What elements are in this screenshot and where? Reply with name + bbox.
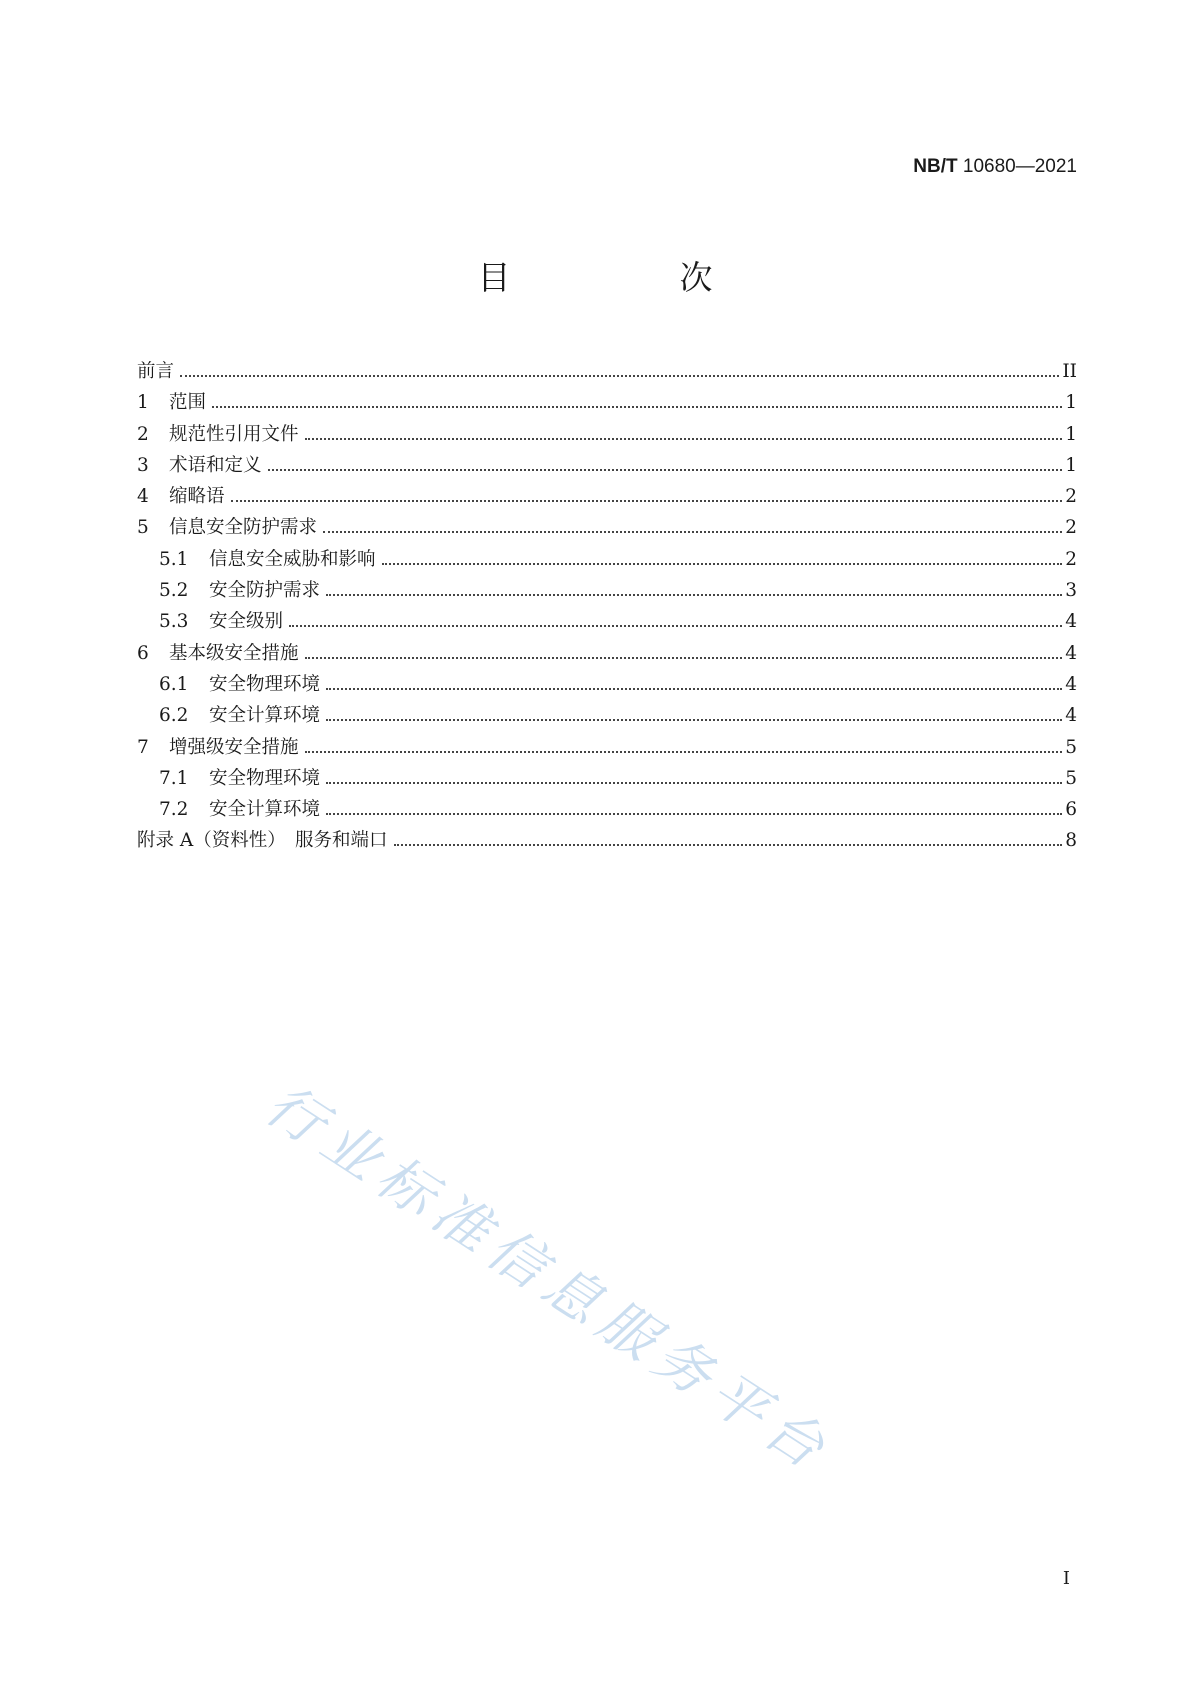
toc-entry-number: 5.1 xyxy=(159,548,189,570)
toc-entry-title: 信息安全防护需求 xyxy=(169,517,318,539)
dot-leader xyxy=(323,531,1062,533)
dot-leader xyxy=(326,719,1062,721)
toc-entry-number: 6.2 xyxy=(159,705,189,727)
toc-entry-page: 1 xyxy=(1065,454,1077,476)
toc-entry-title: 安全物理环境 xyxy=(209,767,321,789)
dot-leader xyxy=(326,813,1062,815)
dot-leader xyxy=(305,438,1063,440)
toc-entry-title: 增强级安全措施 xyxy=(169,736,299,758)
toc-entry-page: 4 xyxy=(1065,673,1077,695)
dot-leader xyxy=(268,469,1063,471)
dot-leader xyxy=(180,375,1059,377)
toc-entry-number: 2 xyxy=(137,423,149,445)
standard-prefix: NB/T xyxy=(913,156,958,177)
toc-entry-title: 安全计算环境 xyxy=(209,799,321,821)
toc-entry-title: 安全物理环境 xyxy=(209,673,321,695)
page-number: I xyxy=(1062,1568,1070,1589)
dot-leader xyxy=(305,657,1063,659)
dot-leader xyxy=(326,594,1062,596)
toc-entry-title: 规范性引用文件 xyxy=(169,423,299,445)
toc-entry-number: 6.1 xyxy=(159,673,189,695)
toc-entry-number: 7.2 xyxy=(159,799,189,821)
toc-entry[interactable] xyxy=(137,638,1077,669)
toc-entry-page: 1 xyxy=(1065,423,1077,445)
toc-entry[interactable] xyxy=(137,481,1077,512)
toc-entry[interactable] xyxy=(137,575,1077,606)
toc-entry[interactable] xyxy=(137,763,1077,794)
dot-leader xyxy=(382,563,1063,565)
toc-entry-page: 2 xyxy=(1065,548,1077,570)
toc-entry-page: II xyxy=(1062,361,1077,382)
toc-entry-title: 缩略语 xyxy=(169,486,225,508)
toc-entry-title: 附录 A（资料性） 服务和端口 xyxy=(137,830,388,852)
toc-entry-page: 8 xyxy=(1065,830,1077,852)
toc-entry-number: 1 xyxy=(137,392,149,414)
dot-leader xyxy=(305,751,1063,753)
toc-entry-number: 5 xyxy=(137,517,149,539)
dot-leader xyxy=(326,688,1062,690)
toc-entry-page: 2 xyxy=(1065,486,1077,508)
toc-entry-page: 4 xyxy=(1065,642,1077,664)
toc-entry[interactable] xyxy=(137,700,1077,731)
toc-entry[interactable] xyxy=(137,544,1077,575)
toc-entry[interactable] xyxy=(137,356,1077,387)
toc-entry[interactable] xyxy=(137,606,1077,637)
toc-entry-page: 4 xyxy=(1065,611,1077,633)
toc-entry-title: 安全防护需求 xyxy=(209,580,321,602)
toc-entry-number: 5.3 xyxy=(159,611,189,633)
dot-leader xyxy=(326,782,1062,784)
toc-entry[interactable] xyxy=(137,794,1077,825)
toc-entry-page: 5 xyxy=(1065,767,1077,789)
toc-entry[interactable] xyxy=(137,732,1077,763)
toc-entry-page: 6 xyxy=(1065,799,1077,821)
toc-entry-title: 范围 xyxy=(169,392,207,414)
toc-entry-title: 前言 xyxy=(137,361,175,382)
dot-leader xyxy=(212,406,1062,408)
dot-leader xyxy=(394,844,1063,846)
standard-code xyxy=(913,156,1077,178)
toc-entry-title: 安全计算环境 xyxy=(209,705,321,727)
toc-entry-number: 3 xyxy=(137,454,149,476)
toc-entry[interactable] xyxy=(137,512,1077,543)
toc-entry-title: 安全级别 xyxy=(209,611,284,633)
toc-entry[interactable] xyxy=(137,669,1077,700)
toc-entry-number: 7 xyxy=(137,736,149,758)
toc-entry-page: 3 xyxy=(1065,580,1077,602)
page-title: 目 次 xyxy=(477,258,781,297)
toc-entry-page: 4 xyxy=(1065,705,1077,727)
toc-entry-number: 7.1 xyxy=(159,767,189,789)
toc-entry-page: 2 xyxy=(1065,517,1077,539)
dot-leader xyxy=(289,625,1062,627)
toc-entry[interactable] xyxy=(137,825,1077,856)
standard-number: 10680—2021 xyxy=(962,156,1077,177)
toc-entry-page: 1 xyxy=(1065,392,1077,414)
toc-entry-number: 5.2 xyxy=(159,580,189,602)
toc-entry[interactable] xyxy=(137,419,1077,450)
toc-entry[interactable] xyxy=(137,450,1077,481)
table-of-contents xyxy=(137,356,1077,857)
dot-leader xyxy=(231,500,1063,502)
toc-entry-title: 信息安全威胁和影响 xyxy=(209,548,376,570)
toc-entry-number: 4 xyxy=(137,486,149,508)
toc-entry-title: 术语和定义 xyxy=(169,454,262,476)
watermark: 行业标准信息服务平台 xyxy=(254,1072,843,1487)
toc-entry[interactable] xyxy=(137,387,1077,418)
toc-entry-number: 6 xyxy=(137,642,149,664)
toc-entry-page: 5 xyxy=(1065,736,1077,758)
toc-entry-title: 基本级安全措施 xyxy=(169,642,299,664)
